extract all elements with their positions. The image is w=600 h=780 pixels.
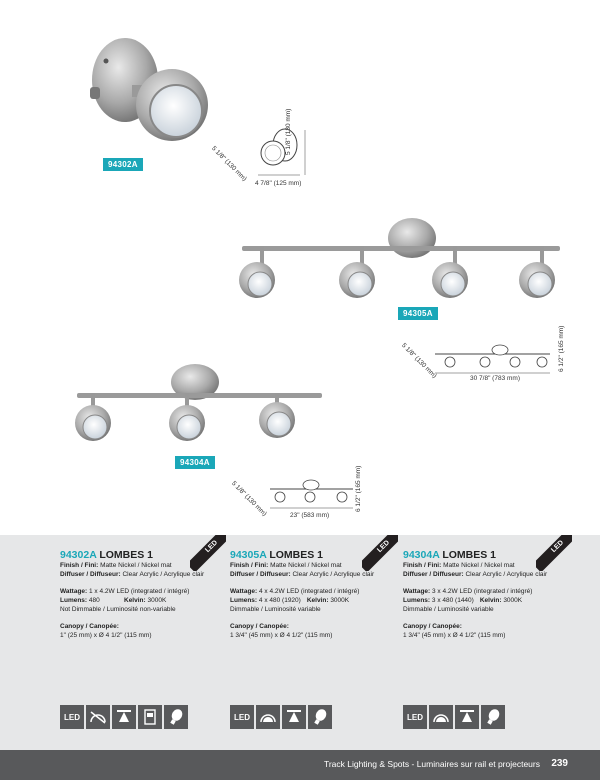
- dimmable-note: Dimmable / Luminosité variable: [230, 606, 321, 613]
- led-ribbon-94305a: LED: [362, 535, 398, 571]
- dimmable-note: Not Dimmable / Luminosité non-variable: [60, 606, 176, 613]
- bulb-icon: [308, 705, 332, 729]
- dim-depth-94302a: 5 1/8" (130 mm): [210, 145, 248, 183]
- dim-width-94302a: 4 7/8" (125 mm): [255, 180, 302, 187]
- dimension-drawing-94305a: [430, 340, 560, 380]
- bulb-icon: [164, 705, 188, 729]
- feature-icons-94302a: [60, 705, 188, 729]
- dim-height-94302a: 5 1/8" (130 mm): [285, 108, 292, 155]
- product-photo-94302a: [80, 35, 210, 155]
- led-icon: LED: [230, 705, 254, 729]
- dim-width-94305a: 30 7/8" (783 mm): [470, 375, 520, 382]
- dimmable-note: Dimmable / Luminosité variable: [403, 606, 494, 613]
- canopy-size: 1" (25 mm) x Ø 4 1/2" (115 mm): [60, 632, 152, 639]
- footer-section-title: Track Lighting & Spots - Luminaires sur rail et projecteurs: [323, 759, 540, 769]
- product-title: 94302A LOMBES 1: [60, 549, 154, 561]
- feature-icons-94304a: [403, 705, 505, 729]
- led-ribbon-94302a: LED: [190, 535, 226, 571]
- led-ribbon-94304a: LED: [536, 535, 572, 571]
- dim-height-94305a: 6 1/2" (165 mm): [558, 325, 565, 372]
- page-number: 239: [551, 758, 568, 769]
- cabinet-icon: [138, 705, 162, 729]
- product-title: 94305A LOMBES 1: [230, 549, 324, 561]
- product-photo-94305a: [230, 210, 570, 310]
- dim-width-94304a: 23" (583 mm): [290, 512, 330, 519]
- dimension-drawing-94304a: [265, 475, 360, 515]
- spec-column-94304a: 94304A LOMBES 1 Finish / Fini: Matte Nickel / Nickel mat Diffuser / Diffuseur: Clear Acrylic / Acrylique clair Wattage: 3 x 4.2W LED (integrated / intégré) Lumens: 3 x 480 (1440) Kelvin: 3000K Dimmable / Luminosité variable Canopy / Canopée: 1 3/4" (45 mm) x Ø 4 1/2" (115 mm): [403, 549, 573, 640]
- sku-tag-94304a: 94304A: [175, 456, 215, 469]
- page-footer: [0, 750, 600, 780]
- dimmer-icon: [256, 705, 280, 729]
- spec-column-94305a: 94305A LOMBES 1 Finish / Fini: Matte Nickel / Nickel mat Diffuser / Diffuseur: Clear Acrylic / Acrylique clair Wattage: 4 x 4.2W LED (integrated / intégré) Lumens: 4 x 480 (1920) Kelvin: 3000K Dimmable / Luminosité variable Canopy / Canopée: 1 3/4" (45 mm) x Ø 4 1/2" (115 mm): [230, 549, 400, 640]
- dim-depth-94305a: 5 1/8" (130 mm): [400, 342, 438, 380]
- dim-height-94304a: 6 1/2" (165 mm): [355, 465, 362, 512]
- dim-depth-94304a: 5 1/8" (130 mm): [230, 480, 268, 518]
- product-photo-94304a: [65, 360, 330, 450]
- spec-column-94302a: 94302A LOMBES 1 Finish / Fini: Matte Nickel / Nickel mat Diffuser / Diffuseur: Clear Acrylic / Acrylique clair Wattage: 1 x 4.2W LED (integrated / intégré) Lumens: 480 Kelvin: 3000K Not Dimmable / Luminosité non-variable Canopy / Canopée: 1" (25 mm) x Ø 4 1/2" (115 mm): [60, 549, 230, 640]
- dimmer-icon: [429, 705, 453, 729]
- led-icon: LED: [60, 705, 84, 729]
- sku-tag-94305a: 94305A: [398, 307, 438, 320]
- feature-icons-94305a: [230, 705, 332, 729]
- wall-ceiling-icon: [282, 705, 306, 729]
- bulb-icon: [481, 705, 505, 729]
- product-title: 94304A LOMBES 1: [403, 549, 497, 561]
- led-icon: LED: [403, 705, 427, 729]
- canopy-size: 1 3/4" (45 mm) x Ø 4 1/2" (115 mm): [230, 632, 333, 639]
- wall-ceiling-icon: [455, 705, 479, 729]
- spec-panel: [0, 535, 600, 750]
- no-dimmer-icon: [86, 705, 110, 729]
- dimension-drawing-94302a: [240, 120, 320, 180]
- canopy-size: 1 3/4" (45 mm) x Ø 4 1/2" (115 mm): [403, 632, 506, 639]
- sku-tag-94302a: 94302A: [103, 158, 143, 171]
- wall-ceiling-icon: [112, 705, 136, 729]
